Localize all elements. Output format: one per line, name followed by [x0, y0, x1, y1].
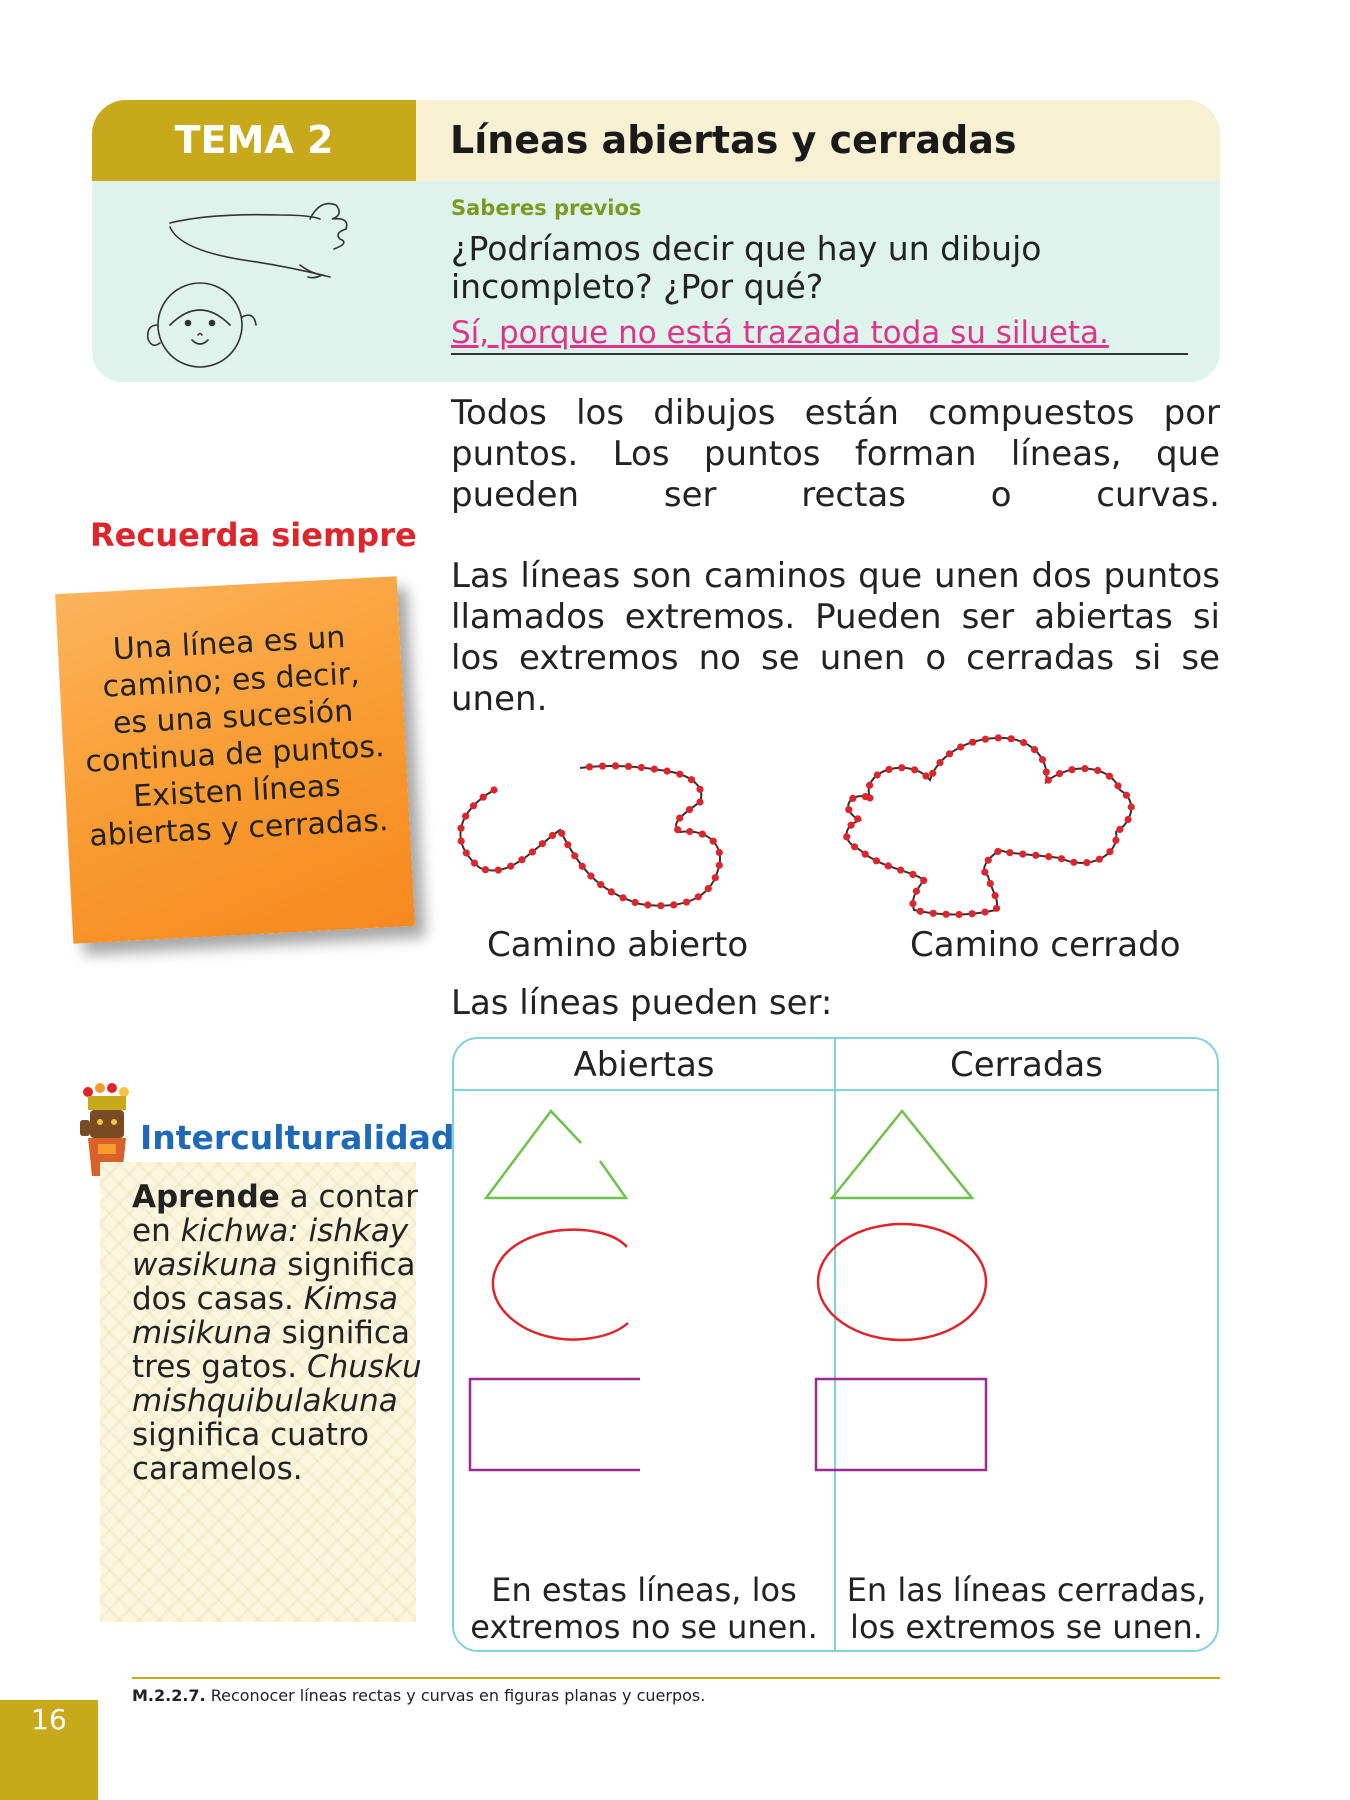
open-triangle-shape [486, 1111, 626, 1198]
path-dot [710, 838, 717, 845]
closed-triangle-shape [832, 1111, 972, 1198]
saberes-previos-label: Saberes previos [451, 196, 642, 220]
column-header-cerradas: Cerradas [950, 1045, 1103, 1085]
path-dot [599, 763, 606, 770]
path-dot [1020, 739, 1027, 746]
path-dot [1045, 853, 1052, 860]
path-dot [1112, 837, 1119, 844]
path-dot [1128, 803, 1135, 810]
recuerda-siempre-title: Recuerda siempre [90, 516, 417, 554]
path-dot [956, 911, 963, 918]
path-dot [457, 825, 464, 832]
path-dot [1096, 856, 1103, 863]
path-dot [471, 860, 478, 867]
path-dot [696, 786, 703, 793]
sticky-note-text: Una línea es un camino; es decir, es una sucesión continua de puntos. Existen líneas abiertas y cerradas. [84, 620, 390, 854]
table-intro: Las líneas pueden ser: [451, 983, 833, 1023]
kichwa-phrase-3: Chusku mishquibulakuna [132, 1349, 422, 1419]
intro-rest: a contar en [132, 1179, 419, 1249]
path-dot [651, 766, 658, 773]
paragraph-lines: Las líneas son caminos que unen dos puntos llamados extremos. Pueden ser abiertas si los extremos no se unen o cerradas si se unen. [451, 556, 1220, 719]
path-dot [994, 848, 1001, 855]
meaning-3: significa cuatro caramelos. [132, 1417, 369, 1487]
path-dot [674, 826, 681, 833]
path-dot [985, 857, 992, 864]
path-dot [625, 763, 632, 770]
path-dot [1083, 859, 1090, 866]
path-dot [936, 759, 943, 766]
path-dot [597, 881, 604, 888]
path-dot [969, 910, 976, 917]
path-dot [1056, 770, 1063, 777]
path-dot [930, 910, 937, 917]
path-dot [920, 877, 927, 884]
path-dot [686, 806, 693, 813]
path-dot [699, 831, 706, 838]
path-dot [862, 793, 869, 800]
path-dot [1114, 782, 1121, 789]
path-dot [992, 892, 999, 899]
path-dot [638, 764, 645, 771]
saberes-answer [451, 313, 1188, 355]
path-dot [518, 856, 525, 863]
path-dot [917, 908, 924, 915]
path-dot [495, 867, 502, 874]
path-dot [579, 863, 586, 870]
path-dot [1081, 765, 1088, 772]
path-dot [1019, 851, 1026, 858]
path-dot [843, 833, 850, 840]
path-dot [619, 894, 626, 901]
path-dot [564, 841, 571, 848]
path-dot [909, 900, 916, 907]
path-dot [1043, 769, 1050, 776]
page-title: Líneas abiertas y cerradas [450, 118, 1017, 162]
path-dot [507, 863, 514, 870]
path-dot [849, 795, 856, 802]
meaning-1: significa dos casas. [132, 1247, 416, 1317]
skill-code: M.2.2.7. [132, 1686, 206, 1705]
closed-ellipse-shape [818, 1224, 986, 1340]
path-dot [845, 806, 852, 813]
shapes-illustration [454, 1091, 1217, 1571]
path-dot [957, 743, 964, 750]
path-dot [676, 815, 683, 822]
paragraph-points: Todos los dibujos están compuestos por puntos. Los puntos forman líneas, que pueden ser rectas o curvas. [451, 393, 1220, 515]
open-shapes [470, 1111, 640, 1470]
path-dot [1116, 826, 1123, 833]
path-dot [686, 828, 693, 835]
kichwa-phrase-2: Kimsa misikuna [132, 1281, 398, 1351]
path-dot [885, 862, 892, 869]
path-dot [854, 815, 861, 822]
path-dot [716, 862, 723, 869]
path-dot [688, 776, 695, 783]
path-dot [1106, 848, 1113, 855]
path-dot [712, 874, 719, 881]
path-dot [490, 786, 497, 793]
path-dot [716, 849, 723, 856]
open-ellipse-shape [493, 1230, 628, 1340]
tema-label: TEMA 2 [174, 118, 334, 162]
path-dot [705, 885, 712, 892]
open-path-caption: Camino abierto [487, 925, 749, 965]
path-dot [657, 902, 664, 909]
column-header-abiertas: Abiertas [573, 1045, 715, 1085]
path-dot [993, 905, 1000, 912]
kichwa-phrase-1: ishkay wasikuna [132, 1213, 409, 1283]
interculturalidad-title: Interculturalidad [140, 1118, 455, 1157]
path-dot [644, 901, 651, 908]
path-dot [670, 901, 677, 908]
open-path [460, 766, 720, 906]
closed-path-caption: Camino cerrado [910, 925, 1181, 965]
path-dot [1032, 852, 1039, 859]
path-dot [848, 822, 855, 829]
path-dot [1045, 777, 1052, 784]
path-dot [1094, 767, 1101, 774]
path-dot [969, 739, 976, 746]
path-dot [470, 802, 477, 809]
path-dot [1123, 792, 1130, 799]
path-dot [898, 764, 905, 771]
path-dot [1058, 855, 1065, 862]
closed-rectangle-shape [816, 1379, 986, 1470]
path-dot [632, 899, 639, 906]
answer-text: Sí, porque no está trazada toda su silueta. [451, 315, 1109, 351]
path-dot [664, 768, 671, 775]
path-dot [1125, 816, 1132, 823]
path-dot [981, 909, 988, 916]
page-number: 16 [31, 1703, 67, 1736]
path-dot [695, 893, 702, 900]
path-dot [529, 848, 536, 855]
path-dot [981, 869, 988, 876]
path-dot [587, 872, 594, 879]
path-dot [1070, 859, 1077, 866]
path-dot [982, 736, 989, 743]
path-dot [922, 772, 929, 779]
path-dot [995, 734, 1002, 741]
path-dots [457, 734, 1134, 918]
note-open-lines: En estas líneas, los extremos no se unen. [470, 1571, 818, 1646]
kichwa-word: kichwa: [180, 1213, 299, 1249]
path-dot [608, 888, 615, 895]
path-dot [1106, 773, 1113, 780]
footer-divider [132, 1677, 1220, 1679]
path-dot [909, 871, 916, 878]
path-dot [885, 766, 892, 773]
closed-shapes [816, 1111, 986, 1470]
path-dot [851, 843, 858, 850]
path-dot [1039, 756, 1046, 763]
path-dot [913, 888, 920, 895]
path-dot [458, 838, 465, 845]
path-dot [1006, 849, 1013, 856]
path-dot [946, 750, 953, 757]
path-dot [987, 880, 994, 887]
path-dot [929, 770, 936, 777]
interculturalidad-text [132, 1180, 422, 1486]
meaning-2: significa tres gatos. [132, 1315, 410, 1385]
path-dot [1031, 746, 1038, 753]
note-closed-lines: En las líneas cerradas, los extremos se unen. [846, 1571, 1207, 1646]
path-dot [612, 762, 619, 769]
path-dot [943, 911, 950, 918]
footer-skill [132, 1686, 705, 1705]
path-dot [558, 830, 565, 837]
path-dot [862, 851, 869, 858]
path-dot [683, 899, 690, 906]
path-dot [911, 766, 918, 773]
closed-path [846, 738, 1131, 915]
path-dot [1068, 766, 1075, 773]
path-dot [676, 771, 683, 778]
saberes-question: ¿Podríamos decir que hay un dibujo incompleto? ¿Por qué? [451, 229, 1042, 306]
path-dot [874, 771, 881, 778]
dotted-paths-illustration [440, 720, 1240, 930]
path-dot [696, 798, 703, 805]
path-dot [571, 852, 578, 859]
path-dot [1008, 735, 1015, 742]
skill-text: Reconocer líneas rectas y curvas en figuras planas y cuerpos. [205, 1686, 706, 1705]
path-dot [873, 857, 880, 864]
open-rectangle-shape [470, 1379, 640, 1470]
aprende-word: Aprende [132, 1179, 280, 1215]
path-dot [549, 832, 556, 839]
path-dot [897, 867, 904, 874]
path-dot [482, 866, 489, 873]
path-dot [586, 763, 593, 770]
path-dot [463, 849, 470, 856]
path-dot [866, 782, 873, 789]
path-dot [539, 840, 546, 847]
path-dot [462, 813, 469, 820]
path-dot [480, 794, 487, 801]
monkey-bird-doodle [110, 195, 410, 375]
